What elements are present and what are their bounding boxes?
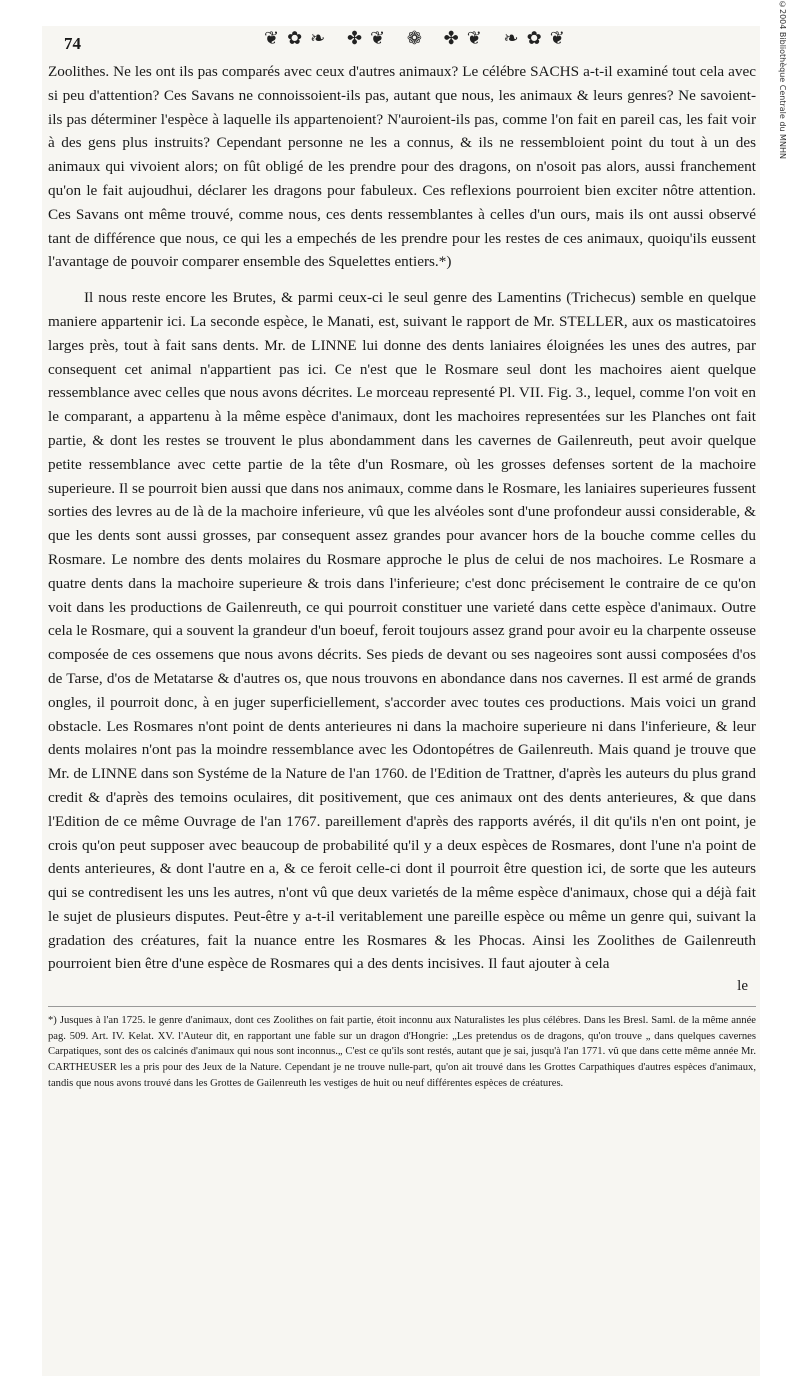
- book-page: [42, 26, 760, 1376]
- paragraph-1: Zoolithes. Ne les ont ils pas comparés avec ceux d'autres animaux? Le célébre SACHS a-t-il examiné tout cela avec si peu d'attention? Ces Savans ne connoissoient-ils pas, autant que nous, les animaux & leurs genres? Ne savoient-ils pas déterminer l'espèce à laquelle ils appartenoient? N'auroient-ils pas, comme l'on fait en pareil cas, les fait voir à des gens plus instruits? Cependant personne ne les a connus, & ils ne ressembloient point du tout à un des animaux qui vivoient alors; on fût obligé de les prendre pour des dragons, on n'osoit pas alors, aussi franchement qu'on le fait aujoudhui, déclarer les dragons pour fabuleux. Ces reflexions pourroient bien exciter nôtre attention. Ces Savans ont même trouvé, comme nous, ces dents ressemblantes à celles d'un ours, mais ils ont aussi observé tant de différence que nous, ce qui les a empechés de les prendre pour les restes de ces animaux, quoiqu'ils eussent l'avantage de pouvoir comparer ensemble des Squelettes entiers.*): [48, 63, 756, 271]
- page-number: 74: [64, 34, 81, 53]
- library-watermark: [778, 0, 796, 320]
- footnote: *) Jusques à l'an 1725. le genre d'animaux, dont ces Zoolithes on fait partie, étoit inconnu aux Naturalistes les plus célébres. Dans les Bresl. Saml. de la même année pag. 509. Art. IV. Kelat. XV. l'Auteur dit, en rapportant une fable sur un dragon d'Hongrie: „Les pretendus os de dragons, qu'on trouve „ dans quelques cavernes Carpatiques, sont des os calcinés d'animaux qui nous sont inconnus.„ C'est ce qu'ils sont restés, autant que je sai, jusqu'à l'an 1771. vû que dans cette même année Mr. CARTHEUSER les a pris pour des Jeux de la Nature. Cependant je ne trouve nulle-part, qu'on ait trouvé dans les Grottes Carpathiques d'autres espèces d'animaux, tandis que nous avons trouvé dans les Grottes de Gailenreuth les vestiges de huit ou neuf différentes espèces de créatures.: [48, 1015, 756, 1089]
- footnote-divider: [48, 1006, 756, 1007]
- catchword: le: [737, 978, 748, 995]
- watermark-text: ©2004 Bibliothèque Centrale du MNHN: [778, 0, 787, 159]
- header-ornament: ❦✿❧ ✤❦ ❁ ✤❦ ❧✿❦: [264, 28, 573, 49]
- page-header: [42, 26, 760, 60]
- page-body: [48, 60, 756, 1091]
- paragraph-2: Il nous reste encore les Brutes, & parmi ceux-ci le seul genre des Lamentins (Trichecus) semble en quelque maniere appartenir ici. La seconde espèce, le Manati, est, suivant le rapport de Mr. STELLER, aux os masticatoires larges près, tout à fait sans dents. Mr. de LINNE lui donne des dents laniaires éloignées les unes des autres, par consequent cet animal n'appartient pas ici. Ce n'est que le Rosmare seul dont les machoires aient quelque ressemblance avec celles que nous avons décrites. Le morceau representé Pl. VII. Fig. 3., lequel, comme l'on voit en le comparant, a appartenu à la même espèce d'animaux, dont les machoires representées sur les Planches ont fait partie, & dont les restes se trouvent le plus abondamment dans les cavernes de Gailenreuth, peut avoir quelque petite ressemblance avec cette partie de la tête d'un Rosmare, où les grosses defenses sortent de la machoire superieure. Il se pourroit bien aussi que dans nos animaux, comme dans le Rosmare, les laniaires superieures fussent sorties des levres au de là de la machoire inferieure, vû que les alvéoles sont d'une profondeur aussi considerable, & que les dents sont aussi grosses, par consequent assez grandes pour avancer hors de la bouche comme celles du Rosmare. Le nombre des dents molaires du Rosmare approche le plus de celui de nos machoires. Le Rosmare a quatre dents dans la machoire superieure & trois dans l'inferieure; c'est donc précisement le contraire de ce qu'on voit dans les productions de Gailenreuth, ce qui pourroit constituer une varieté dans cette espèce d'animaux. Outre cela le Rosmare, qui a souvent la grandeur d'un boeuf, feroit toujours assez grand pour avoir eu la charpente osseuse composée de ces ossemens que nous avons décrits. Ses pieds de devant ou ses nageoires sont aussi composées d'os de Tarse, d'os de Metatarse & d'autres os, que nous trouvons en abondance dans nos cavernes. Il est armé de grands ongles, il pourroit donc, à en juger superficiellement, s'accorder avec toutes ces productions. Mais voici un grand obstacle. Les Rosmares n'ont point de dents anterieures ni dans la machoire superieure ni dans l'inferieure, & leur dents molaires n'ont pas la moindre ressemblance avec les Odontopétres de Gailenreuth. Mais quand je trouve que Mr. de LINNE dans son Systéme de la Nature de l'an 1760. de l'Edition de Trattner, d'après les auteurs du plus grand credit & d'après des temoins oculaires, dit positivement, que ces animaux ont des dents anterieures, & que dans l'Edition de ce même Ouvrage de l'an 1767. pareillement d'après des rapports avérés, il dit qu'ils n'en ont point, je crois qu'on peut supposer avec beaucoup de probabilité qu'il y a deux espèces de Rosmares, dont l'une n'a point de dents anterieures, & dont l'autre en a, & ce feroit celle-ci dont il pourroit être question ici, de sorte que les auteurs qui se contredisent les uns les autres, n'ont vû que deux varietés de la même espèce d'animaux, chose qui a déjà fait le sujet de plusieurs disputes. Peut-être y a-t-il veritablement une pareille espèce ou même un genre qui, suivant la gradation des créatures, fait la nuance entre les Rosmares & les Phocas. Ainsi les Zoolithes de Gailenreuth pourroient bien être d'une espèce de Rosmares qui a des dents incisives. Il faut ajouter à cela: [48, 289, 756, 973]
